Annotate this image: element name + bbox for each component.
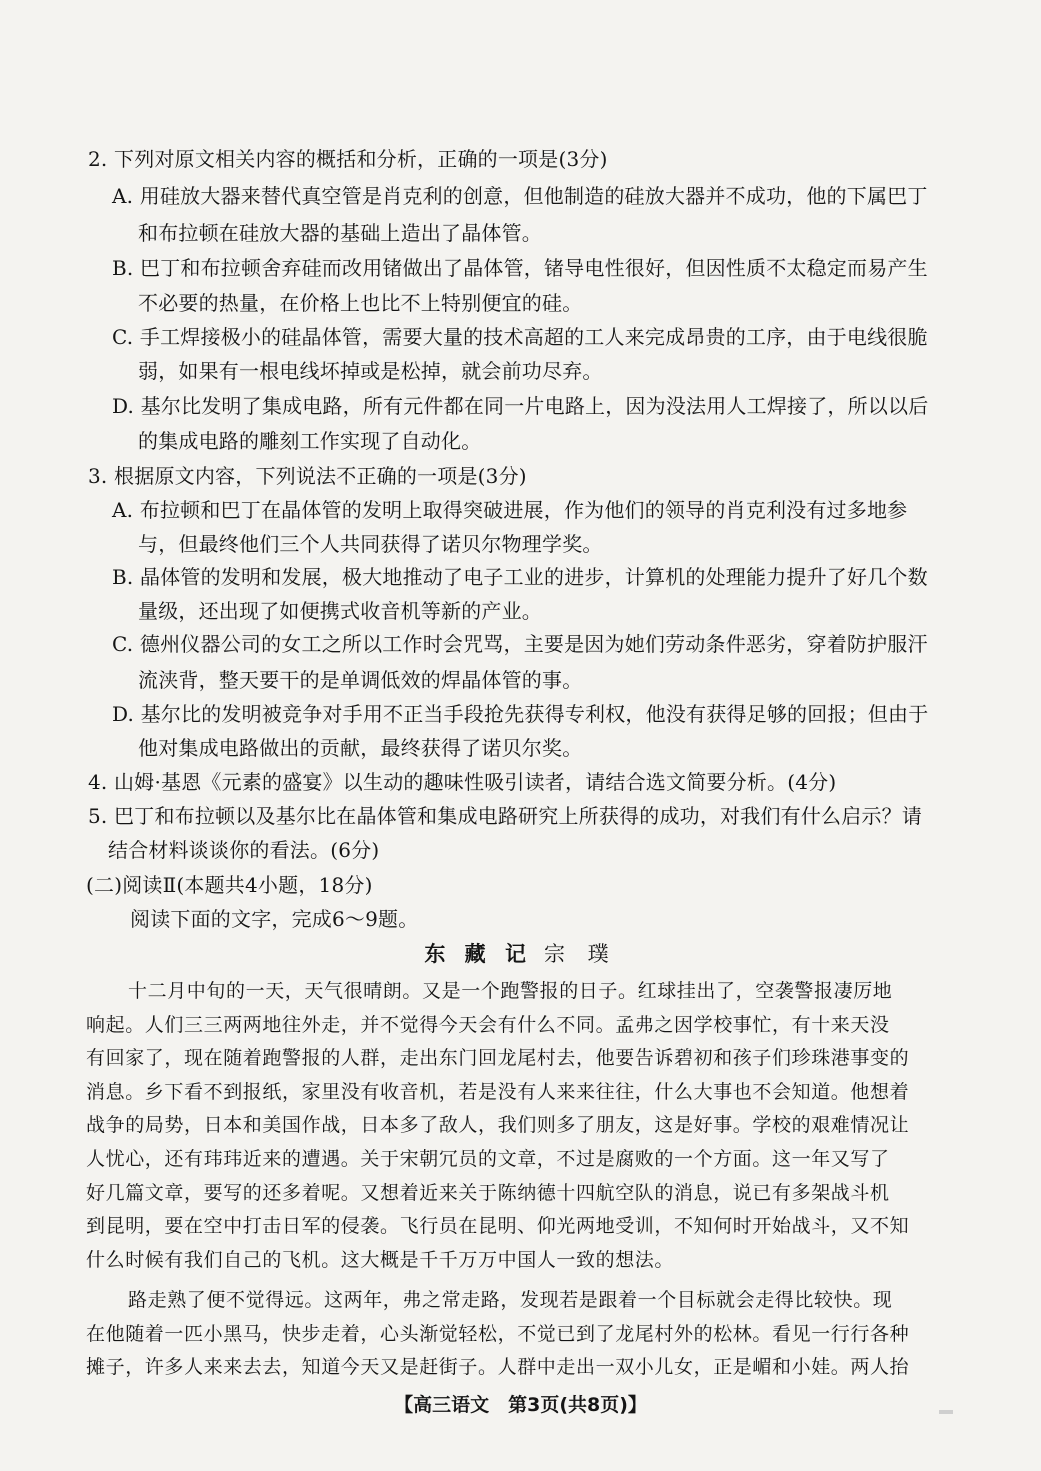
question-2-stem: 2. 下列对原文相关内容的概括和分析，正确的一项是(3分) [88, 147, 608, 171]
q2-option-b-line2: 不必要的热量，在价格上也比不上特别便宜的硅。 [138, 291, 583, 315]
q3-option-a-line1: A. 布拉顿和巴丁在晶体管的发明上取得突破进展，作为他们的领导的肖克利没有过多地参 [112, 498, 908, 522]
q2-option-b-line1: B. 巴丁和布拉顿舍弃硅而改用锗做出了晶体管，锗导电性很好，但因性质不太稳定而易产生 [112, 256, 928, 280]
question-3-stem: 3. 根据原文内容，下列说法不正确的一项是(3分) [88, 464, 527, 488]
story-para2-line2: 在他随着一匹小黑马，快步走着，心头渐觉轻松，不觉已到了龙尾村外的松林。看见一行行各种 [86, 1323, 910, 1345]
q2-option-d-line2: 的集成电路的雕刻工作实现了自动化。 [138, 429, 482, 453]
question-4: 4. 山姆·基恩《元素的盛宴》以生动的趣味性吸引读者，请结合选文简要分析。(4分) [88, 770, 837, 794]
story-para1-line7: 好几篇文章，要写的还多着呢。又想着近来关于陈纳德十四航空队的消息，说已有多架战斗机 [86, 1182, 890, 1204]
q3-option-d-line1: D. 基尔比的发明被竞争对手用不正当手段抢先获得专利权，他没有获得足够的回报；但由于 [112, 702, 929, 726]
story-para1-line6: 人忧心，还有玮玮近来的遭遇。关于宋朝冗员的文章，不过是腐败的一个方面。这一年又写了 [86, 1148, 890, 1170]
q2-option-d-line1: D. 基尔比发明了集成电路，所有元件都在同一片电路上，因为没法用人工焊接了，所以以后 [112, 394, 929, 418]
story-author: 宗 璞 [543, 942, 617, 966]
section-instruction: 阅读下面的文字，完成6～9题。 [130, 907, 419, 931]
story-para1-line4: 消息。乡下看不到报纸，家里没有收音机，若是没有人来来往往，什么大事也不会知道。他想着 [86, 1081, 910, 1103]
story-title-text: 东 藏 记 [424, 941, 532, 966]
section-heading: (二)阅读Ⅱ(本题共4小题，18分) [86, 873, 373, 897]
story-para1-line9: 什么时候有我们自己的飞机。这大概是千千万万中国人一致的想法。 [86, 1249, 675, 1271]
story-para2-line1: 路走熟了便不觉得远。这两年，弗之常走路，发现若是跟着一个目标就会走得比较快。现 [128, 1289, 893, 1311]
story-para1-line5: 战争的局势，日本和美国作战，日本多了敌人，我们则多了朋友，这是好事。学校的艰难情况让 [86, 1114, 910, 1136]
story-para1-line8: 到昆明，要在空中打击日军的侵袭。飞行员在昆明、仰光两地受训，不知何时开始战斗，又不知 [86, 1215, 910, 1237]
q3-option-b-line1: B. 晶体管的发明和发展，极大地推动了电子工业的进步，计算机的处理能力提升了好几个数 [112, 565, 928, 589]
question-5-line2: 结合材料谈谈你的看法。(6分) [108, 838, 380, 862]
story-para2-line3: 摊子，许多人来来去去，知道今天又是赶街子。人群中走出一双小儿女，正是嵋和小娃。两人抬 [86, 1356, 910, 1378]
question-5-line1: 5. 巴丁和布拉顿以及基尔比在晶体管和集成电路研究上所获得的成功，对我们有什么启示？请 [88, 804, 923, 828]
q3-option-c-line1: C. 德州仪器公司的女工之所以工作时会咒骂，主要是因为她们劳动条件恶劣，穿着防护服汗 [112, 632, 928, 656]
q2-option-a-line2: 和布拉顿在硅放大器的基础上造出了晶体管。 [138, 221, 542, 245]
q3-option-a-line2: 与，但最终他们三个人共同获得了诺贝尔物理学奖。 [138, 532, 603, 556]
story-para1-line3: 有回家了，现在随着跑警报的人群，走出东门回龙尾村去，他要告诉碧初和孩子们珍珠港事变的 [86, 1047, 910, 1069]
q3-option-c-line2: 流浃背，整天要干的是单调低效的焊晶体管的事。 [138, 668, 583, 692]
story-title [0, 940, 1041, 968]
q3-option-d-line2: 他对集成电路做出的贡献，最终获得了诺贝尔奖。 [138, 736, 583, 760]
q2-option-c-line2: 弱，如果有一根电线坏掉或是松掉，就会前功尽弃。 [138, 359, 603, 383]
q3-option-b-line2: 量级，还出现了如便携式收音机等新的产业。 [138, 599, 542, 623]
page-footer: 【高三语文 第3页(共8页)】 [394, 1394, 647, 1416]
story-para1-line2: 响起。人们三三两两地往外走，并不觉得今天会有什么不同。孟弗之因学校事忙，有十来天没 [86, 1014, 890, 1036]
story-para1-line1: 十二月中旬的一天，天气很晴朗。又是一个跑警报的日子。红球挂出了，空袭警报凄厉地 [128, 980, 893, 1002]
scan-mark [939, 1410, 953, 1414]
q2-option-a-line1: A. 用硅放大器来替代真空管是肖克利的创意，但他制造的硅放大器并不成功，他的下属巴丁 [112, 184, 928, 208]
q2-option-c-line1: C. 手工焊接极小的硅晶体管，需要大量的技术高超的工人来完成昂贵的工序，由于电线很脆 [112, 325, 928, 349]
